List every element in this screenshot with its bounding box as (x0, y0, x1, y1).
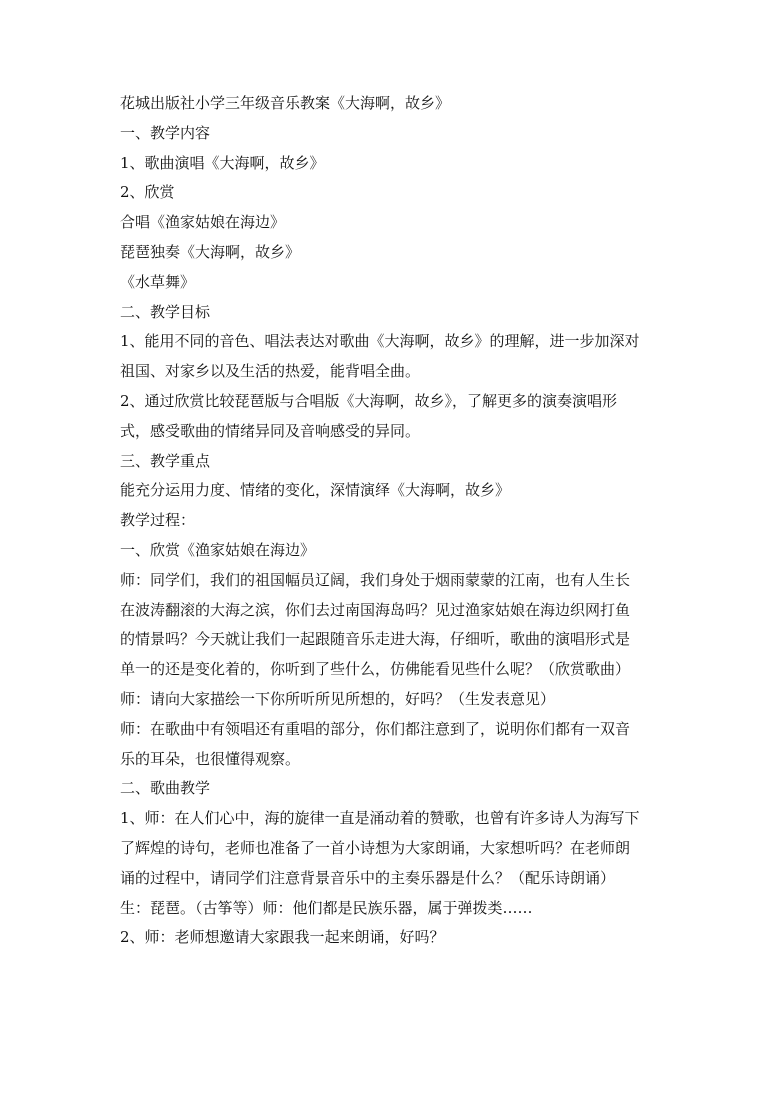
section-heading: 教学过程： (120, 511, 196, 530)
text-line: 1、能用不同的音色、唱法表达对歌曲《大海啊，故乡》的理解，进一步加深对 (120, 332, 640, 351)
text-line: 祖国、对家乡以及生活的热爱，能背唱全曲。 (120, 362, 421, 381)
text-line: 师：请向大家描绘一下你所听所见所想的，好吗？（生发表意见） (120, 689, 556, 708)
text-line: 诵的过程中，请同学们注意背景音乐中的主奏乐器是什么？（配乐诗朗诵） (120, 868, 616, 887)
text-line: 《水草舞》 (120, 272, 196, 291)
section-heading: 一、教学内容 (120, 123, 211, 142)
text-line: 单一的还是变化着的，你听到了些什么，仿佛能看见些什么呢？（欣赏歌曲） (120, 660, 631, 679)
text-line: 合唱《渔家姑娘在海边》 (120, 213, 286, 232)
text-line: 1、师：在人们心中，海的旋律一直是涌动着的赞歌，也曾有许多诗人为海写下 (120, 809, 640, 828)
text-line: 生：琵琶。（古筝等）师：他们都是民族乐器，属于弹拨类…… (120, 898, 533, 917)
document-title: 花城出版社小学三年级音乐教案《大海啊，故乡》 (120, 94, 451, 112)
text-line: 琵琶独奏《大海啊，故乡》 (120, 242, 301, 261)
text-line: 式，感受歌曲的情绪异同及音响感受的异同。 (120, 421, 421, 440)
text-line: 在波涛翻滚的大海之滨，你们去过南国海岛吗？见过渔家姑娘在海边织网打鱼 (120, 600, 631, 619)
section-heading: 一、欣赏《渔家姑娘在海边》 (120, 540, 316, 559)
text-line: 1、歌曲演唱《大海啊，故乡》 (120, 153, 325, 172)
text-line: 2、欣赏 (120, 183, 175, 202)
text-line: 的情景吗？今天就让我们一起跟随音乐走进大海，仔细听，歌曲的演唱形式是 (120, 630, 631, 649)
section-heading: 三、教学重点 (120, 451, 211, 470)
text-line: 能充分运用力度、情绪的变化，深情演绎《大海啊，故乡》 (120, 481, 511, 500)
text-line: 2、通过欣赏比较琵琶版与合唱版《大海啊，故乡》，了解更多的演奏演唱形 (120, 391, 618, 410)
text-line: 乐的耳朵，也很懂得观察。 (120, 749, 301, 768)
section-heading: 二、教学目标 (120, 302, 211, 321)
text-line: 师：在歌曲中有领唱还有重唱的部分，你们都注意到了，说明你们都有一双音 (120, 719, 631, 738)
document-body (120, 89, 668, 953)
text-line: 师：同学们，我们的祖国幅员辽阔，我们身处于烟雨蒙蒙的江南，也有人生长 (120, 570, 631, 589)
section-heading: 二、歌曲教学 (120, 779, 211, 798)
text-line: 2、师：老师想邀请大家跟我一起来朗诵，好吗？ (120, 928, 445, 947)
text-line: 了辉煌的诗句，老师也准备了一首小诗想为大家朗诵，大家想听吗？在老师朗 (120, 838, 631, 857)
